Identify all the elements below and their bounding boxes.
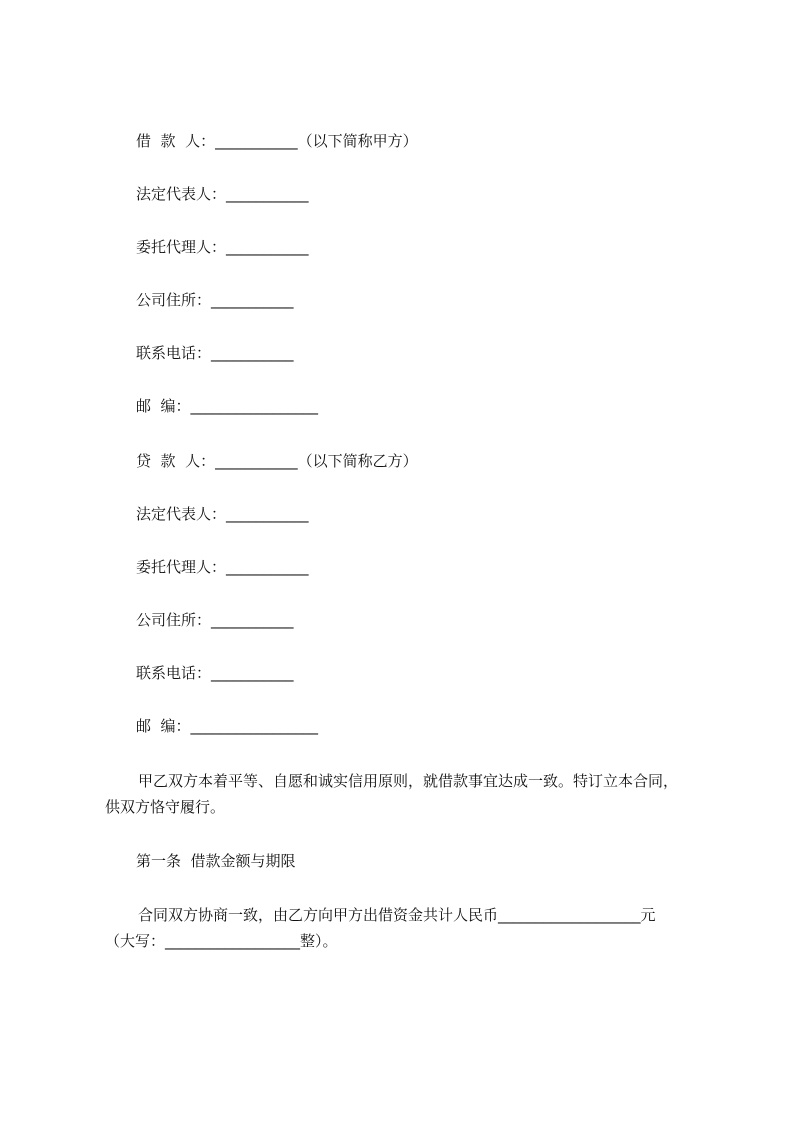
- lender-postcode: 邮 编：_________________: [136, 717, 319, 735]
- article-1-line-1: 合同双方协商一致，由乙方向甲方出借资金共计人民币___________________元: [138, 906, 656, 924]
- preamble-line-2: 供双方恪守履行。: [105, 798, 226, 816]
- borrower-address: 公司住所：___________: [136, 291, 294, 309]
- article-1-line-2: （大写：__________________整）。: [105, 932, 338, 950]
- article-1-heading: 第一条 借款金额与期限: [136, 852, 296, 870]
- lender-name-line: 贷 款 人：___________（以下简称乙方）: [136, 452, 418, 470]
- borrower-agent: 委托代理人：___________: [136, 238, 309, 256]
- preamble-line-1: 甲乙双方本着平等、自愿和诚实信用原则，就借款事宜达成一致。特订立本合同，: [138, 772, 679, 790]
- borrower-phone: 联系电话：___________: [136, 344, 294, 362]
- lender-legal-rep: 法定代表人：___________: [136, 505, 309, 523]
- lender-agent: 委托代理人：___________: [136, 558, 309, 576]
- borrower-name-line: 借 款 人：___________（以下简称甲方）: [136, 132, 418, 150]
- borrower-postcode: 邮 编：_________________: [136, 397, 319, 415]
- lender-address: 公司住所：___________: [136, 611, 294, 629]
- lender-phone: 联系电话：___________: [136, 664, 294, 682]
- borrower-legal-rep: 法定代表人：___________: [136, 185, 309, 203]
